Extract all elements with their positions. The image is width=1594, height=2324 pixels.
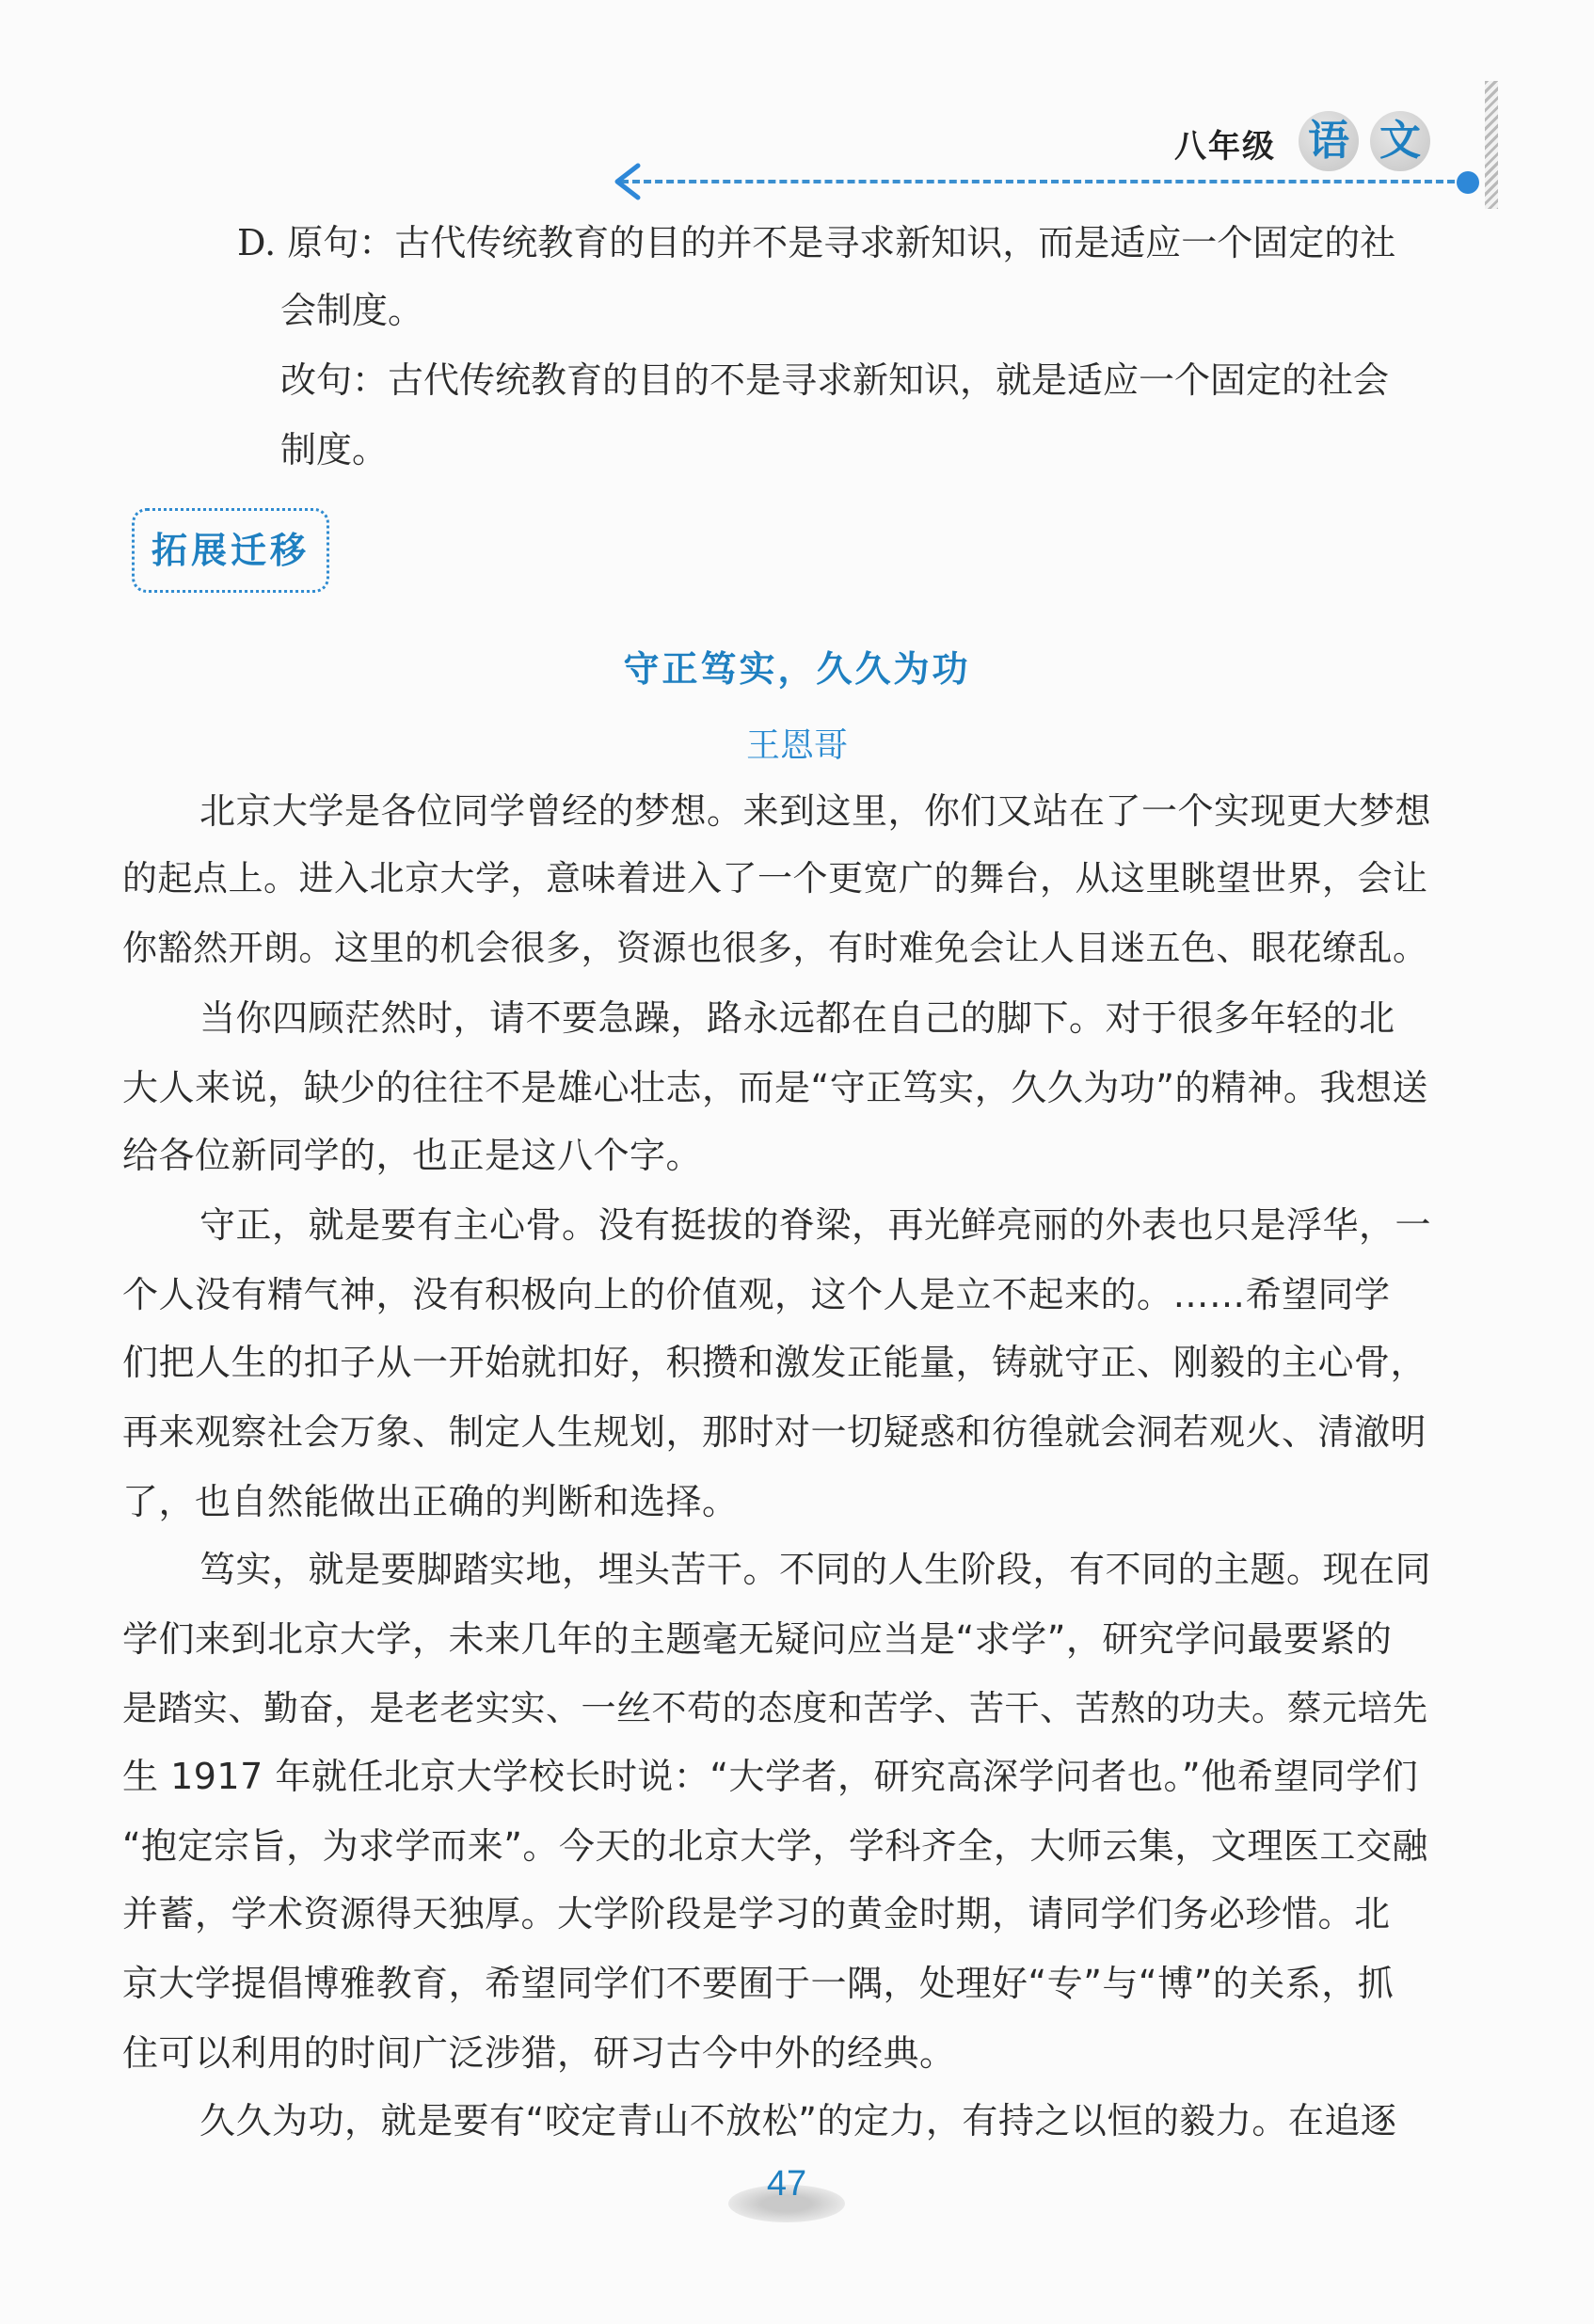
article-line-20: 久久为功，就是要有“咬定青山不放松”的定力，有持之以恒的毅力。在追逐 (199, 2100, 1397, 2141)
page-number: 47 (766, 2164, 807, 2204)
section-badge: 拓展迁移 (132, 508, 329, 593)
article-line-5: 大人来说，缺少的往往不是雄心壮志，而是“守正笃实，久久为功”的精神。我想送 (122, 1067, 1428, 1108)
option-d-line-1: D. 原句：古代传统教育的目的并不是寻求新知识，而是适应一个固定的社 (237, 222, 1396, 263)
article-line-7: 守正，就是要有主心骨。没有挺拔的脊梁，再光鲜亮丽的外表也只是浮华，一 (199, 1204, 1432, 1246)
header-grade: 八年级 (1174, 128, 1276, 166)
option-d-line-2: 会制度。 (280, 290, 424, 331)
article-line-10: 再来观察社会万象、制定人生规划，那时对一切疑惑和彷徨就会洞若观火、清澈明 (122, 1411, 1427, 1453)
article-line-17: 并蓄，学术资源得天独厚。大学阶段是学习的黄金时期，请同学们务必珍惜。北 (122, 1893, 1391, 1934)
article-line-1: 北京大学是各位同学曾经的梦想。来到这里，你们又站在了一个实现更大梦想 (199, 790, 1432, 832)
article-line-4: 当你四顾茫然时，请不要急躁，路永远都在自己的脚下。对于很多年轻的北 (199, 997, 1395, 1039)
article-line-2: 的起点上。进入北京大学，意味着进入了一个更宽广的舞台，从这里眺望世界，会让 (122, 858, 1428, 899)
article-line-16: “抱定宗旨，为求学而来”。今天的北京大学，学科齐全，大师云集，文理医工交融 (122, 1825, 1428, 1867)
left-arrow-icon (610, 162, 647, 201)
header-subject-char-1: 语 (1299, 111, 1359, 171)
article-line-12: 笃实，就是要脚踏实地，埋头苦干。不同的人生阶段，有不同的主题。现在同 (199, 1549, 1432, 1590)
article-line-6: 给各位新同学的，也正是这八个字。 (122, 1135, 703, 1176)
article-line-11: 了，也自然能做出正确的判断和选择。 (122, 1481, 739, 1522)
article-line-14: 是踏实、勤奋，是老老实实、一丝不苟的态度和苦学、苦干、苦熬的功夫。蔡元培先 (122, 1688, 1428, 1728)
article-author: 王恩哥 (745, 726, 848, 765)
page-edge-strip (1485, 81, 1498, 209)
article-line-13: 学们来到北京大学，未来几年的主题毫无疑问应当是“求学”，研究学问最要紧的 (122, 1618, 1393, 1660)
article-line-8: 个人没有精气神，没有积极向上的价值观，这个人是立不起来的。……希望同学 (122, 1274, 1391, 1315)
header-dot-icon (1457, 171, 1479, 194)
header-dashed-line (621, 180, 1466, 183)
option-d-line-3: 改句：古代传统教育的目的不是寻求新知识，就是适应一个固定的社会 (280, 359, 1390, 401)
article-title: 守正笃实，久久为功 (623, 648, 971, 690)
article-line-9: 们把人生的扣子从一开始就扣好，积攒和激发正能量，铸就守正、刚毅的主心骨， (122, 1342, 1427, 1383)
article-line-3: 你豁然开朗。这里的机会很多，资源也很多，有时难免会让人目迷五色、眼花缭乱。 (122, 928, 1428, 968)
article-line-15: 生 1917 年就任北京大学校长时说：“大学者，研究高深学问者也。”他希望同学们 (122, 1756, 1419, 1797)
header-subject-char-2: 文 (1370, 111, 1430, 171)
article-line-19: 住可以利用的时间广泛涉猎，研习古今中外的经典。 (122, 2032, 956, 2074)
option-d-line-4: 制度。 (280, 429, 389, 470)
article-line-18: 京大学提倡博雅教育，希望同学们不要囿于一隅，处理好“专”与“博”的关系，抓 (122, 1963, 1395, 2004)
